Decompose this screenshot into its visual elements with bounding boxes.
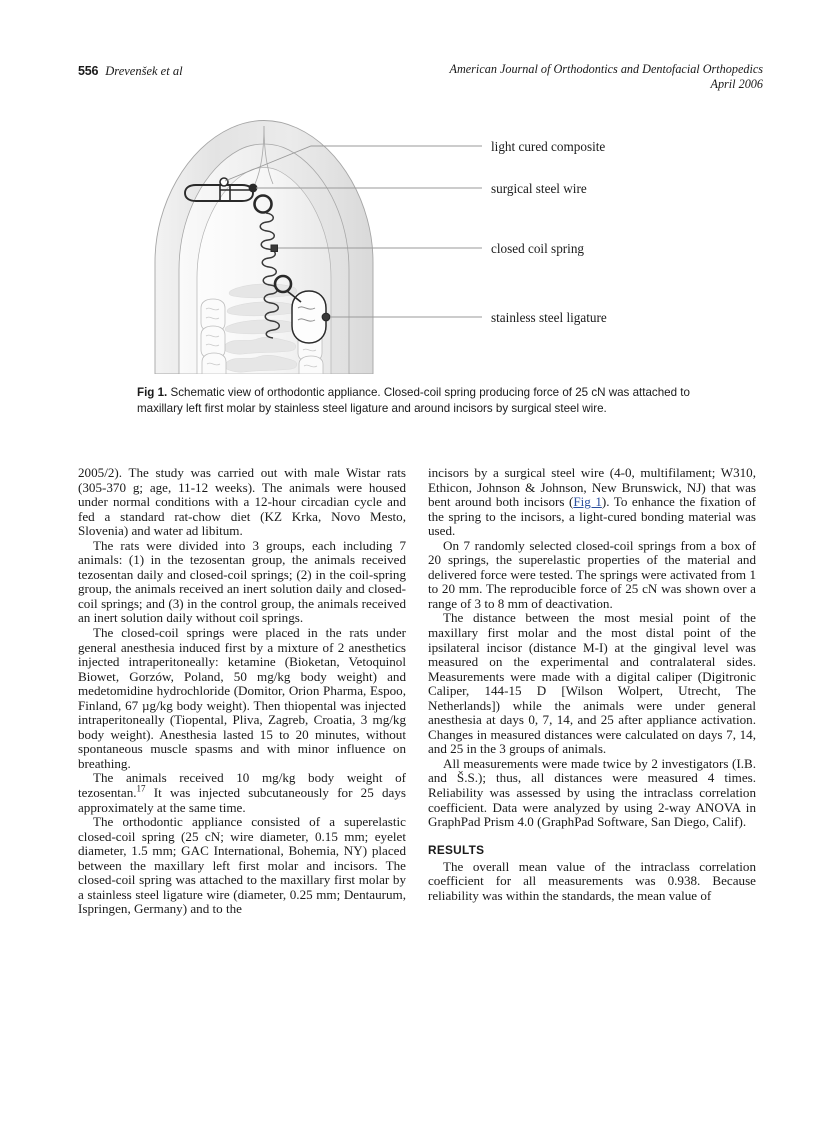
spring-callout-node [271, 245, 278, 252]
wire-text-before: incisors by a surgical steel wire (4-0, multifilament; W310, Ethicon, Johnson & Johnson, New Brunswick, NJ) that was bent around both incisors ( [428, 465, 756, 510]
callout-label-0: light cured composite [491, 139, 606, 154]
stainless-steel-ligature-node [322, 313, 330, 321]
paragraph: All measurements were made twice by 2 investigators (I.B. and Š.S.); thus, all distances were measured 4 times. Reliability was assessed by using the intraclass correlation coefficient. Data were analyzed by using 2-way ANOVA in GraphPad Prism 4.0 (GraphPad Software, San Diego, Calif). [428, 755, 756, 830]
journal-title: American Journal of Orthodontics and Dentofacial Orthopedics [449, 62, 763, 76]
tezosentan-text-after: It was injected subcutaneously for 25 days approximately at the same time. [78, 785, 406, 815]
running-head [78, 62, 763, 96]
paragraph: The rats were divided into 3 groups, each including 7 animals: (1) in the tezosentan group, the animals received tezosentan daily and closed-coil springs; (2) in the coil-spring group, the animals received an inert solution daily and closed-coil springs; and (3) in the control group, the animals received an inert solution daily without coil springs. [78, 537, 406, 626]
section-heading-results: RESULTS [428, 842, 485, 857]
paragraph: On 7 randomly selected closed-coil springs from a box of 20 springs, the superelastic properties of the material and delivered force were tested. The springs were activated from 1 to 20 mm. The reproducible force of 25 cN was shown over a range of 3 to 8 mm of deactivation. [428, 537, 756, 611]
reference-marker: 17 [136, 783, 146, 794]
wire-text-after: ). To enhance the fixation of the spring to the incisors, a light-cured bonding material was used. [428, 494, 756, 539]
figure-label: Fig 1. [137, 386, 168, 399]
right-column [428, 466, 756, 903]
paragraph: The distance between the most mesial point of the maxillary first molar and the most distal point of the ipsilateral incisor (distance M-I) at the gingival level was measured on the experimental and contralateral sides. Measurements were made with a digital caliper (Digitronic Caliper, 144-15 D [Wilson Wolpert, Utrecht, The Netherlands]) while the animals were under general anesthesia at days 0, 7, 14, and 25 after appliance activation. Changes in measured distances were calculated on days 7, 14, and 25 in the 3 groups of animals. [428, 610, 756, 757]
right-molar-row [201, 299, 226, 374]
paragraph: The orthodontic appliance consisted of a superelastic closed-coil spring (25 cN; wire diameter, 0.15 mm; eyelet diameter, 1.5 mm; GAC International, Bohemia, NY) placed between the maxillary left first molar and incisors. The closed-coil spring was attached to the maxillary first molar by a stainless steel ligature wire (diameter, 0.25 mm; Dentaurum, Ispringen, Germany) and to the [78, 814, 406, 917]
tezosentan-text-before: The animals received 10 mg/kg body weight of tezosentan. [78, 770, 406, 801]
issue-date: April 2006 [710, 77, 763, 91]
paragraph: The overall mean value of the intraclass correlation coefficient for all measurements was 0.938. Because reliability was within the standards, the mean value of [428, 858, 756, 903]
callout-label-3: stainless steel ligature [491, 310, 607, 325]
paragraph: 2005/2). The study was carried out with male Wistar rats (305-370 g; age, 11-12 weeks). The animals were housed under normal conditions with a 12-hour circadian cycle and fed a standard rat-chow diet (KZ Krka, Novo Mesto, Slovenia) and water ad libitum. [78, 465, 406, 539]
paragraph: The closed-coil springs were placed in the rats under general anesthesia induced first by a mixture of 2 anesthetics injected intraperitoneally: ketamine (Bioketan, Vetoquinol Biowet, Gorzów, Poland, 50 mg/kg body weight) and medetomidine hydrochloride (Domitor, Orion Pharma, Espoo, Finland, 67 µg/kg body weight). Then thiopental was injected intraperitoneally (Tiopental, Pliva, Zagreb, Croatia, 3 mg/kg body weight). Anesthesia lasted 15 to 20 minutes, without spontaneous muscle spasms and with minor influence on breathing. [78, 625, 406, 771]
body-columns [78, 466, 764, 1066]
left-column [78, 466, 406, 917]
paragraph-wire [428, 466, 756, 539]
callout-label-2: closed coil spring [491, 241, 585, 256]
figure-caption [137, 385, 715, 418]
callout-label-1: surgical steel wire [491, 181, 587, 196]
running-head-right [450, 62, 763, 92]
figure-artwork [135, 112, 720, 374]
running-head-left [78, 62, 183, 80]
light-cured-composite-marker [220, 178, 228, 186]
figure-1 [135, 112, 720, 374]
figure-caption-text: Schematic view of orthodontic appliance. Closed-coil spring producing force of 25 cN was attached to maxillary left first molar by stainless steel ligature and around incisors by surgical steel wire. [137, 386, 690, 416]
running-head-authors: Drevenšek et al [105, 64, 183, 78]
page-number: 556 [78, 64, 99, 78]
callout-labels [491, 139, 607, 325]
paragraph-tezosentan [78, 771, 406, 815]
wire-attachment-node [249, 184, 257, 192]
figure-cross-reference[interactable]: Fig 1 [573, 494, 602, 510]
